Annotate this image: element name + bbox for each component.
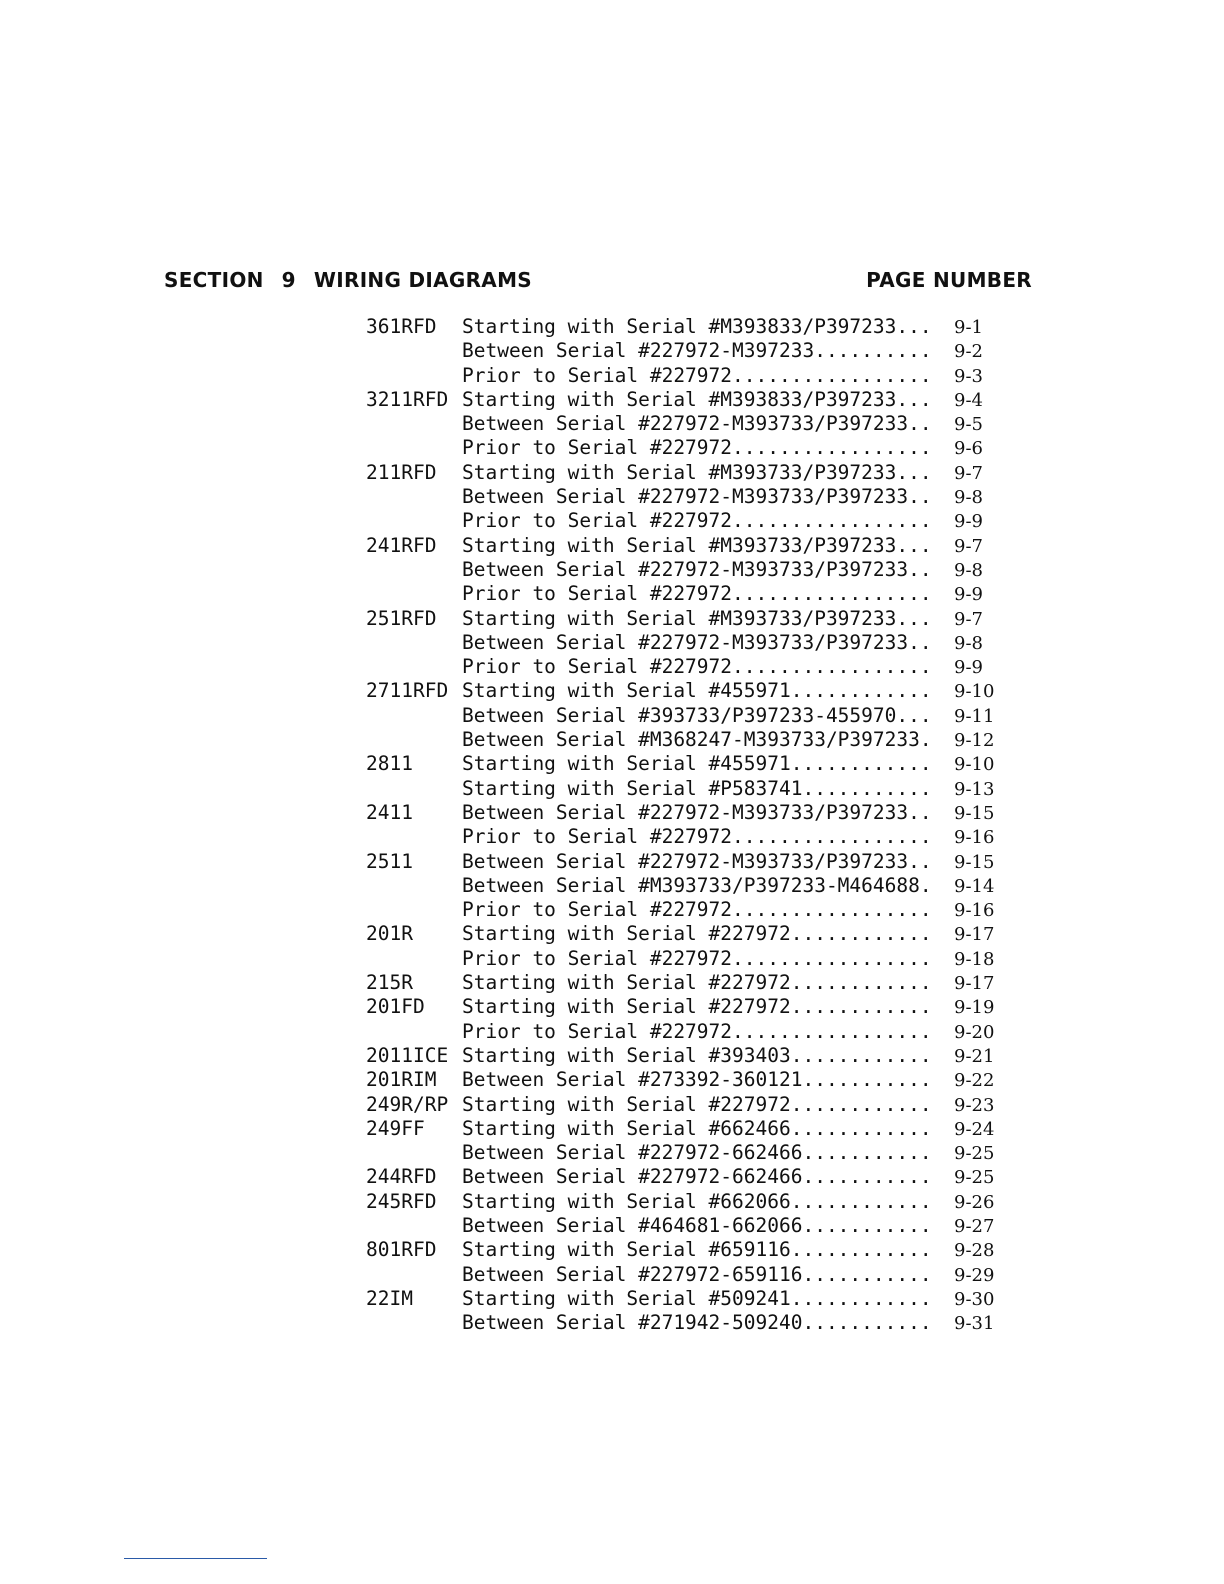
serial-range-description: Starting with Serial #P583741........... — [462, 776, 932, 800]
index-row — [366, 461, 1026, 485]
section-title-group — [164, 268, 550, 292]
page-number: 9-9 — [954, 657, 983, 679]
serial-range-description: Prior to Serial #227972................. — [462, 946, 932, 970]
serial-range-description: Prior to Serial #227972................. — [462, 509, 932, 533]
page-number: 9-28 — [954, 1240, 995, 1262]
model-number: 201FD — [366, 995, 425, 1019]
index-row — [366, 1238, 1026, 1262]
page-number: 9-20 — [954, 1021, 995, 1043]
index-row — [366, 1190, 1026, 1214]
page-number: 9-26 — [954, 1191, 995, 1213]
page-number: 9-7 — [954, 608, 983, 630]
serial-range-description: Between Serial #227972-M393733/P397233.. — [462, 849, 932, 873]
serial-range-description: Prior to Serial #227972................. — [462, 655, 932, 679]
index-row — [366, 1141, 1026, 1165]
page-number: 9-14 — [954, 875, 995, 897]
index-row — [366, 436, 1026, 460]
page-number: 9-11 — [954, 705, 995, 727]
index-row — [366, 728, 1026, 752]
model-number: 2511 — [366, 849, 413, 873]
page-number: 9-19 — [954, 997, 995, 1019]
model-number: 2711RFD — [366, 679, 449, 703]
index-row — [366, 412, 1026, 436]
model-number: 801RFD — [366, 1238, 437, 1262]
section-number: 9 — [281, 268, 296, 292]
model-number: 22IM — [366, 1286, 413, 1310]
model-number: 2011ICE — [366, 1043, 449, 1067]
serial-range-description: Starting with Serial #662466............ — [462, 1116, 932, 1140]
model-number: 3211RFD — [366, 387, 449, 411]
page-number: 9-7 — [954, 535, 983, 557]
section-title: WIRING DIAGRAMS — [313, 268, 532, 292]
index-row — [366, 704, 1026, 728]
page-number: 9-13 — [954, 778, 995, 800]
page-number: 9-22 — [954, 1070, 995, 1092]
page-number: 9-10 — [954, 754, 995, 776]
model-number: 2811 — [366, 752, 413, 776]
serial-range-description: Starting with Serial #M393833/P397233... — [462, 315, 932, 338]
index-row — [366, 1263, 1026, 1287]
index-row — [366, 1165, 1026, 1189]
serial-range-description: Starting with Serial #659116............ — [462, 1238, 932, 1262]
page-number-column-label: PAGE NUMBER — [866, 268, 1032, 292]
serial-range-description: Between Serial #227972-M397233.......... — [462, 339, 932, 363]
page-number: 9-23 — [954, 1094, 995, 1116]
section-label: SECTION — [164, 268, 264, 292]
serial-range-description: Between Serial #273392-360121........... — [462, 1068, 932, 1092]
page-number: 9-9 — [954, 584, 983, 606]
model-number: 2411 — [366, 800, 413, 824]
serial-range-description: Prior to Serial #227972................. — [462, 1019, 932, 1043]
index-row — [366, 850, 1026, 874]
index-row — [366, 801, 1026, 825]
serial-range-description: Starting with Serial #455971............ — [462, 752, 932, 776]
index-row — [366, 1117, 1026, 1141]
page-number: 9-2 — [954, 341, 983, 363]
serial-range-description: Prior to Serial #227972................. — [462, 825, 932, 849]
page-number: 9-9 — [954, 511, 983, 533]
serial-range-description: Prior to Serial #227972................. — [462, 436, 932, 460]
index-row — [366, 1311, 1026, 1335]
index-row — [366, 1044, 1026, 1068]
index-row — [366, 655, 1026, 679]
index-row — [366, 995, 1026, 1019]
page-number: 9-25 — [954, 1167, 995, 1189]
index-row — [366, 898, 1026, 922]
index-row — [366, 947, 1026, 971]
index-row — [366, 485, 1026, 509]
page-number: 9-25 — [954, 1143, 995, 1165]
footer-rule — [124, 1558, 267, 1559]
page-number: 9-21 — [954, 1045, 995, 1067]
serial-range-description: Starting with Serial #M393833/P397233... — [462, 387, 932, 411]
serial-range-description: Prior to Serial #227972................. — [462, 898, 932, 922]
serial-range-description: Starting with Serial #M393733/P397233... — [462, 606, 932, 630]
page-number: 9-18 — [954, 948, 995, 970]
serial-range-description: Between Serial #227972-659116........... — [462, 1262, 932, 1286]
serial-range-description: Prior to Serial #227972................. — [462, 582, 932, 606]
page-number: 9-4 — [954, 389, 983, 411]
model-number: 215R — [366, 971, 413, 995]
index-row — [366, 607, 1026, 631]
page-number: 9-17 — [954, 924, 995, 946]
serial-range-description: Between Serial #227972-M393733/P397233.. — [462, 557, 932, 581]
serial-range-description: Between Serial #227972-M393733/P397233.. — [462, 800, 932, 824]
page-number: 9-17 — [954, 973, 995, 995]
index-row — [366, 339, 1026, 363]
page-number: 9-10 — [954, 681, 995, 703]
index-row — [366, 534, 1026, 558]
serial-range-description: Between Serial #227972-662466........... — [462, 1165, 932, 1189]
serial-range-description: Starting with Serial #393403............ — [462, 1043, 932, 1067]
model-number: 249R/RP — [366, 1092, 449, 1116]
serial-range-description: Between Serial #M393733/P397233-M464688. — [462, 873, 932, 897]
serial-range-description: Between Serial #227972-M393733/P397233.. — [462, 485, 932, 509]
model-number: 251RFD — [366, 606, 437, 630]
page-number: 9-7 — [954, 462, 983, 484]
index-row — [366, 1287, 1026, 1311]
page-number: 9-8 — [954, 487, 983, 509]
index-row — [366, 364, 1026, 388]
page-number: 9-29 — [954, 1264, 995, 1286]
index-row — [366, 825, 1026, 849]
index-row — [366, 509, 1026, 533]
index-row — [366, 679, 1026, 703]
serial-range-description: Starting with Serial #662066............ — [462, 1189, 932, 1213]
serial-range-description: Between Serial #393733/P397233-455970... — [462, 703, 932, 727]
page-number: 9-27 — [954, 1215, 995, 1237]
page-number: 9-12 — [954, 730, 995, 752]
page-number: 9-15 — [954, 802, 995, 824]
index-row — [366, 874, 1026, 898]
index-row — [366, 1214, 1026, 1238]
serial-range-description: Between Serial #464681-662066........... — [462, 1213, 932, 1237]
serial-range-description: Between Serial #227972-M393733/P397233.. — [462, 412, 932, 436]
page-number: 9-24 — [954, 1118, 995, 1140]
index-row — [366, 777, 1026, 801]
serial-range-description: Between Serial #227972-662466........... — [462, 1141, 932, 1165]
model-number: 211RFD — [366, 460, 437, 484]
page-number: 9-16 — [954, 827, 995, 849]
model-number: 245RFD — [366, 1189, 437, 1213]
serial-range-description: Between Serial #227972-M393733/P397233.. — [462, 630, 932, 654]
model-number: 361RFD — [366, 315, 437, 338]
serial-range-description: Starting with Serial #M393733/P397233... — [462, 460, 932, 484]
index-row — [366, 1093, 1026, 1117]
page-number: 9-3 — [954, 365, 983, 387]
index-row — [366, 752, 1026, 776]
index-row — [366, 1020, 1026, 1044]
page-number: 9-31 — [954, 1313, 995, 1335]
model-number: 244RFD — [366, 1165, 437, 1189]
section-heading — [164, 268, 1032, 292]
serial-range-description: Starting with Serial #227972............ — [462, 1092, 932, 1116]
model-number: 249FF — [366, 1116, 425, 1140]
page-number: 9-30 — [954, 1288, 995, 1310]
index-row — [366, 388, 1026, 412]
page-number: 9-1 — [954, 317, 983, 338]
page-number: 9-5 — [954, 414, 983, 436]
model-number: 201R — [366, 922, 413, 946]
index-row — [366, 971, 1026, 995]
serial-range-description: Starting with Serial #455971............ — [462, 679, 932, 703]
index-row — [366, 558, 1026, 582]
index-row — [366, 1068, 1026, 1092]
page-number: 9-6 — [954, 438, 983, 460]
serial-range-description: Prior to Serial #227972................. — [462, 363, 932, 387]
serial-range-description: Starting with Serial #227972............ — [462, 971, 932, 995]
index-row — [366, 922, 1026, 946]
model-number: 201RIM — [366, 1068, 437, 1092]
serial-range-description: Between Serial #M368247-M393733/P397233. — [462, 728, 932, 752]
serial-range-description: Starting with Serial #509241............ — [462, 1286, 932, 1310]
index-row — [366, 631, 1026, 655]
wiring-diagram-index — [366, 315, 1026, 1335]
serial-range-description: Between Serial #271942-509240........... — [462, 1311, 932, 1335]
serial-range-description: Starting with Serial #M393733/P397233... — [462, 533, 932, 557]
page-number: 9-8 — [954, 632, 983, 654]
index-row — [366, 582, 1026, 606]
page-number: 9-16 — [954, 900, 995, 922]
index-row — [366, 315, 1026, 339]
serial-range-description: Starting with Serial #227972............ — [462, 995, 932, 1019]
page-number: 9-8 — [954, 559, 983, 581]
model-number: 241RFD — [366, 533, 437, 557]
page-number: 9-15 — [954, 851, 995, 873]
serial-range-description: Starting with Serial #227972............ — [462, 922, 932, 946]
